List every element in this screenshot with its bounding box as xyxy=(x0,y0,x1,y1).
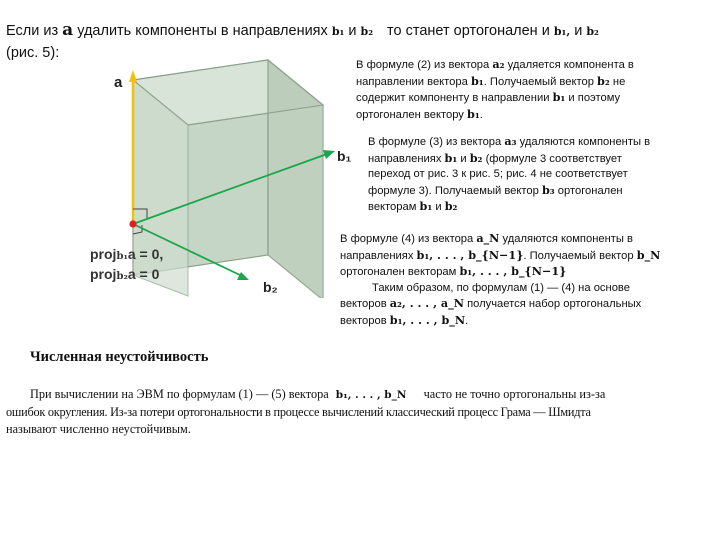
note1-symbol: b₁ xyxy=(552,90,566,104)
note3-text: векторов xyxy=(340,298,387,310)
note1-symbol: a₂ xyxy=(492,57,505,71)
note2-symbol: a₃ xyxy=(504,134,517,148)
proj-formula-2 xyxy=(90,266,159,282)
note3-symbol: a_N xyxy=(476,231,500,245)
note1-line-1 xyxy=(356,57,634,74)
vector-b2-arrowhead xyxy=(237,272,249,280)
paragraph-line-3: называют численно неустойчивым. xyxy=(6,422,191,436)
note3-line-6 xyxy=(340,313,660,330)
note2-symbol: b₁ xyxy=(444,150,458,165)
note2-line-5 xyxy=(368,199,650,216)
note3-line-2 xyxy=(340,248,660,265)
paragraph-text: При вычислении на ЭВМ по формулам (1) — (5) вектора xyxy=(30,387,329,401)
note3-symbol: b₁, . . . , b_N xyxy=(389,312,466,327)
note2-symbol: b₂ xyxy=(444,199,458,213)
paragraph-text: часто не точно ортогональны из-за xyxy=(423,387,606,401)
header-and-2: и xyxy=(574,23,583,39)
note1-symbol: b₁ xyxy=(467,106,480,121)
note2-text: ортогонален xyxy=(557,184,623,197)
note1-text: . xyxy=(479,108,483,121)
note2-symbol: b₃ xyxy=(541,182,555,197)
note3-text: направлениях xyxy=(340,249,414,262)
note1-line-4 xyxy=(356,107,634,124)
note1-line-3 xyxy=(356,90,634,107)
note1-symbol: b₂ xyxy=(597,73,610,88)
header-and-1: и xyxy=(348,23,357,39)
note1-line-2 xyxy=(356,74,634,91)
header-line-2: (рис. 5): xyxy=(6,45,60,61)
note2-text: формуле 3). Получаемый вектор xyxy=(368,184,539,197)
header-text-3: то xyxy=(387,23,402,39)
note2-text: векторам xyxy=(368,201,417,213)
note1-symbol: b₁ xyxy=(470,73,484,88)
note3-symbol: b₁, . . . , b_{N−1} xyxy=(416,247,524,262)
note2-symbol: b₁ xyxy=(419,199,433,213)
symbol-b1: b₁ xyxy=(331,25,345,38)
symbol-b2: b₂ xyxy=(360,25,374,38)
note3-text: В формуле (4) из вектора xyxy=(340,233,474,245)
note1-text: . Получаемый вектор xyxy=(483,75,594,88)
note3-text: . xyxy=(465,314,469,327)
vector-b1-arrowhead xyxy=(323,150,335,159)
note3-text: . Получаемый вектор xyxy=(523,249,634,262)
note1-text: не xyxy=(612,75,626,88)
note3-text: ортогонален векторам xyxy=(340,266,457,278)
origin-point xyxy=(129,220,136,227)
note3-line-3 xyxy=(340,264,660,281)
note2-symbol: b₂ xyxy=(469,150,483,165)
note3-line-4: Таким образом, по формулам (1) — (4) на основе xyxy=(372,281,630,294)
symbol-b2-b: b₂ xyxy=(586,25,599,38)
note3-symbol: b₁, . . . , b_{N−1} xyxy=(459,264,567,278)
note2-line-2 xyxy=(368,151,650,168)
note2-text: удаляются компоненты в xyxy=(519,136,651,148)
note2-text: и xyxy=(460,152,467,165)
box-right-face xyxy=(268,60,323,298)
note2-text: (формуле 3 соответствует xyxy=(485,152,622,165)
note3-text: удаляются компоненты в xyxy=(502,233,634,245)
note-formula-4 xyxy=(340,231,660,329)
note1-text: содержит компоненту в направлении xyxy=(356,92,550,104)
note3-symbol: b_N xyxy=(636,247,661,262)
note2-text: направлениях xyxy=(368,152,442,165)
note1-text: и поэтому xyxy=(568,92,621,104)
proj-2-prefix: proj xyxy=(90,266,117,282)
note1-text: удаляется компонента в xyxy=(507,59,634,71)
note2-line-3: переход от рис. 3 к рис. 5; рис. 4 не соответствует xyxy=(368,168,628,180)
note3-text: векторов xyxy=(340,314,387,327)
paragraph-line-2: ошибок округления. Из-за потери ортогональности в процессе вычислений классический процесс Грама — Шмидта xyxy=(6,405,591,419)
note1-text: ортогонален вектору xyxy=(356,108,464,121)
note3-line-1 xyxy=(340,231,660,248)
proj-1-subscript-icon: b₁ xyxy=(116,251,128,262)
note2-line-1 xyxy=(368,134,650,151)
note3-symbol: a₂, . . . , a_N xyxy=(389,296,464,310)
proj-1-suffix: a = 0, xyxy=(127,246,164,262)
note3-text: получается набор ортогональных xyxy=(467,298,642,310)
proj-1-prefix: proj xyxy=(90,246,117,262)
note2-text: и xyxy=(435,201,442,213)
proj-2-suffix: a = 0 xyxy=(127,266,160,282)
note1-text: В формуле (2) из вектора xyxy=(356,59,490,71)
symbol-a: a xyxy=(62,20,74,40)
note3-line-5 xyxy=(340,296,660,313)
label-a: a xyxy=(114,74,123,91)
note2-line-4 xyxy=(368,183,650,200)
section-title: Численная неустойчивость xyxy=(30,349,209,365)
paragraph-line-1 xyxy=(6,386,605,404)
proj-2-subscript-icon: b₂ xyxy=(116,271,128,282)
header-text-2: удалить компоненты в направлениях xyxy=(77,23,328,39)
section-paragraph xyxy=(6,386,605,438)
header-text-4: станет ортогонален и xyxy=(405,23,550,39)
label-b1: b₁ xyxy=(337,148,352,164)
header-text-1: Если из xyxy=(6,23,59,39)
note2-text: В формуле (3) из вектора xyxy=(368,136,502,148)
vector-a-arrowhead xyxy=(129,70,137,82)
paragraph-symbol: b₁, . . . , b_N xyxy=(335,389,407,401)
note1-text: направлении вектора xyxy=(356,75,468,88)
symbol-b1-b: b₁, xyxy=(553,25,571,38)
note-formula-2 xyxy=(356,57,634,123)
proj-formula-1 xyxy=(90,246,163,262)
note-formula-3 xyxy=(368,134,650,216)
label-b2: b₂ xyxy=(263,279,278,295)
